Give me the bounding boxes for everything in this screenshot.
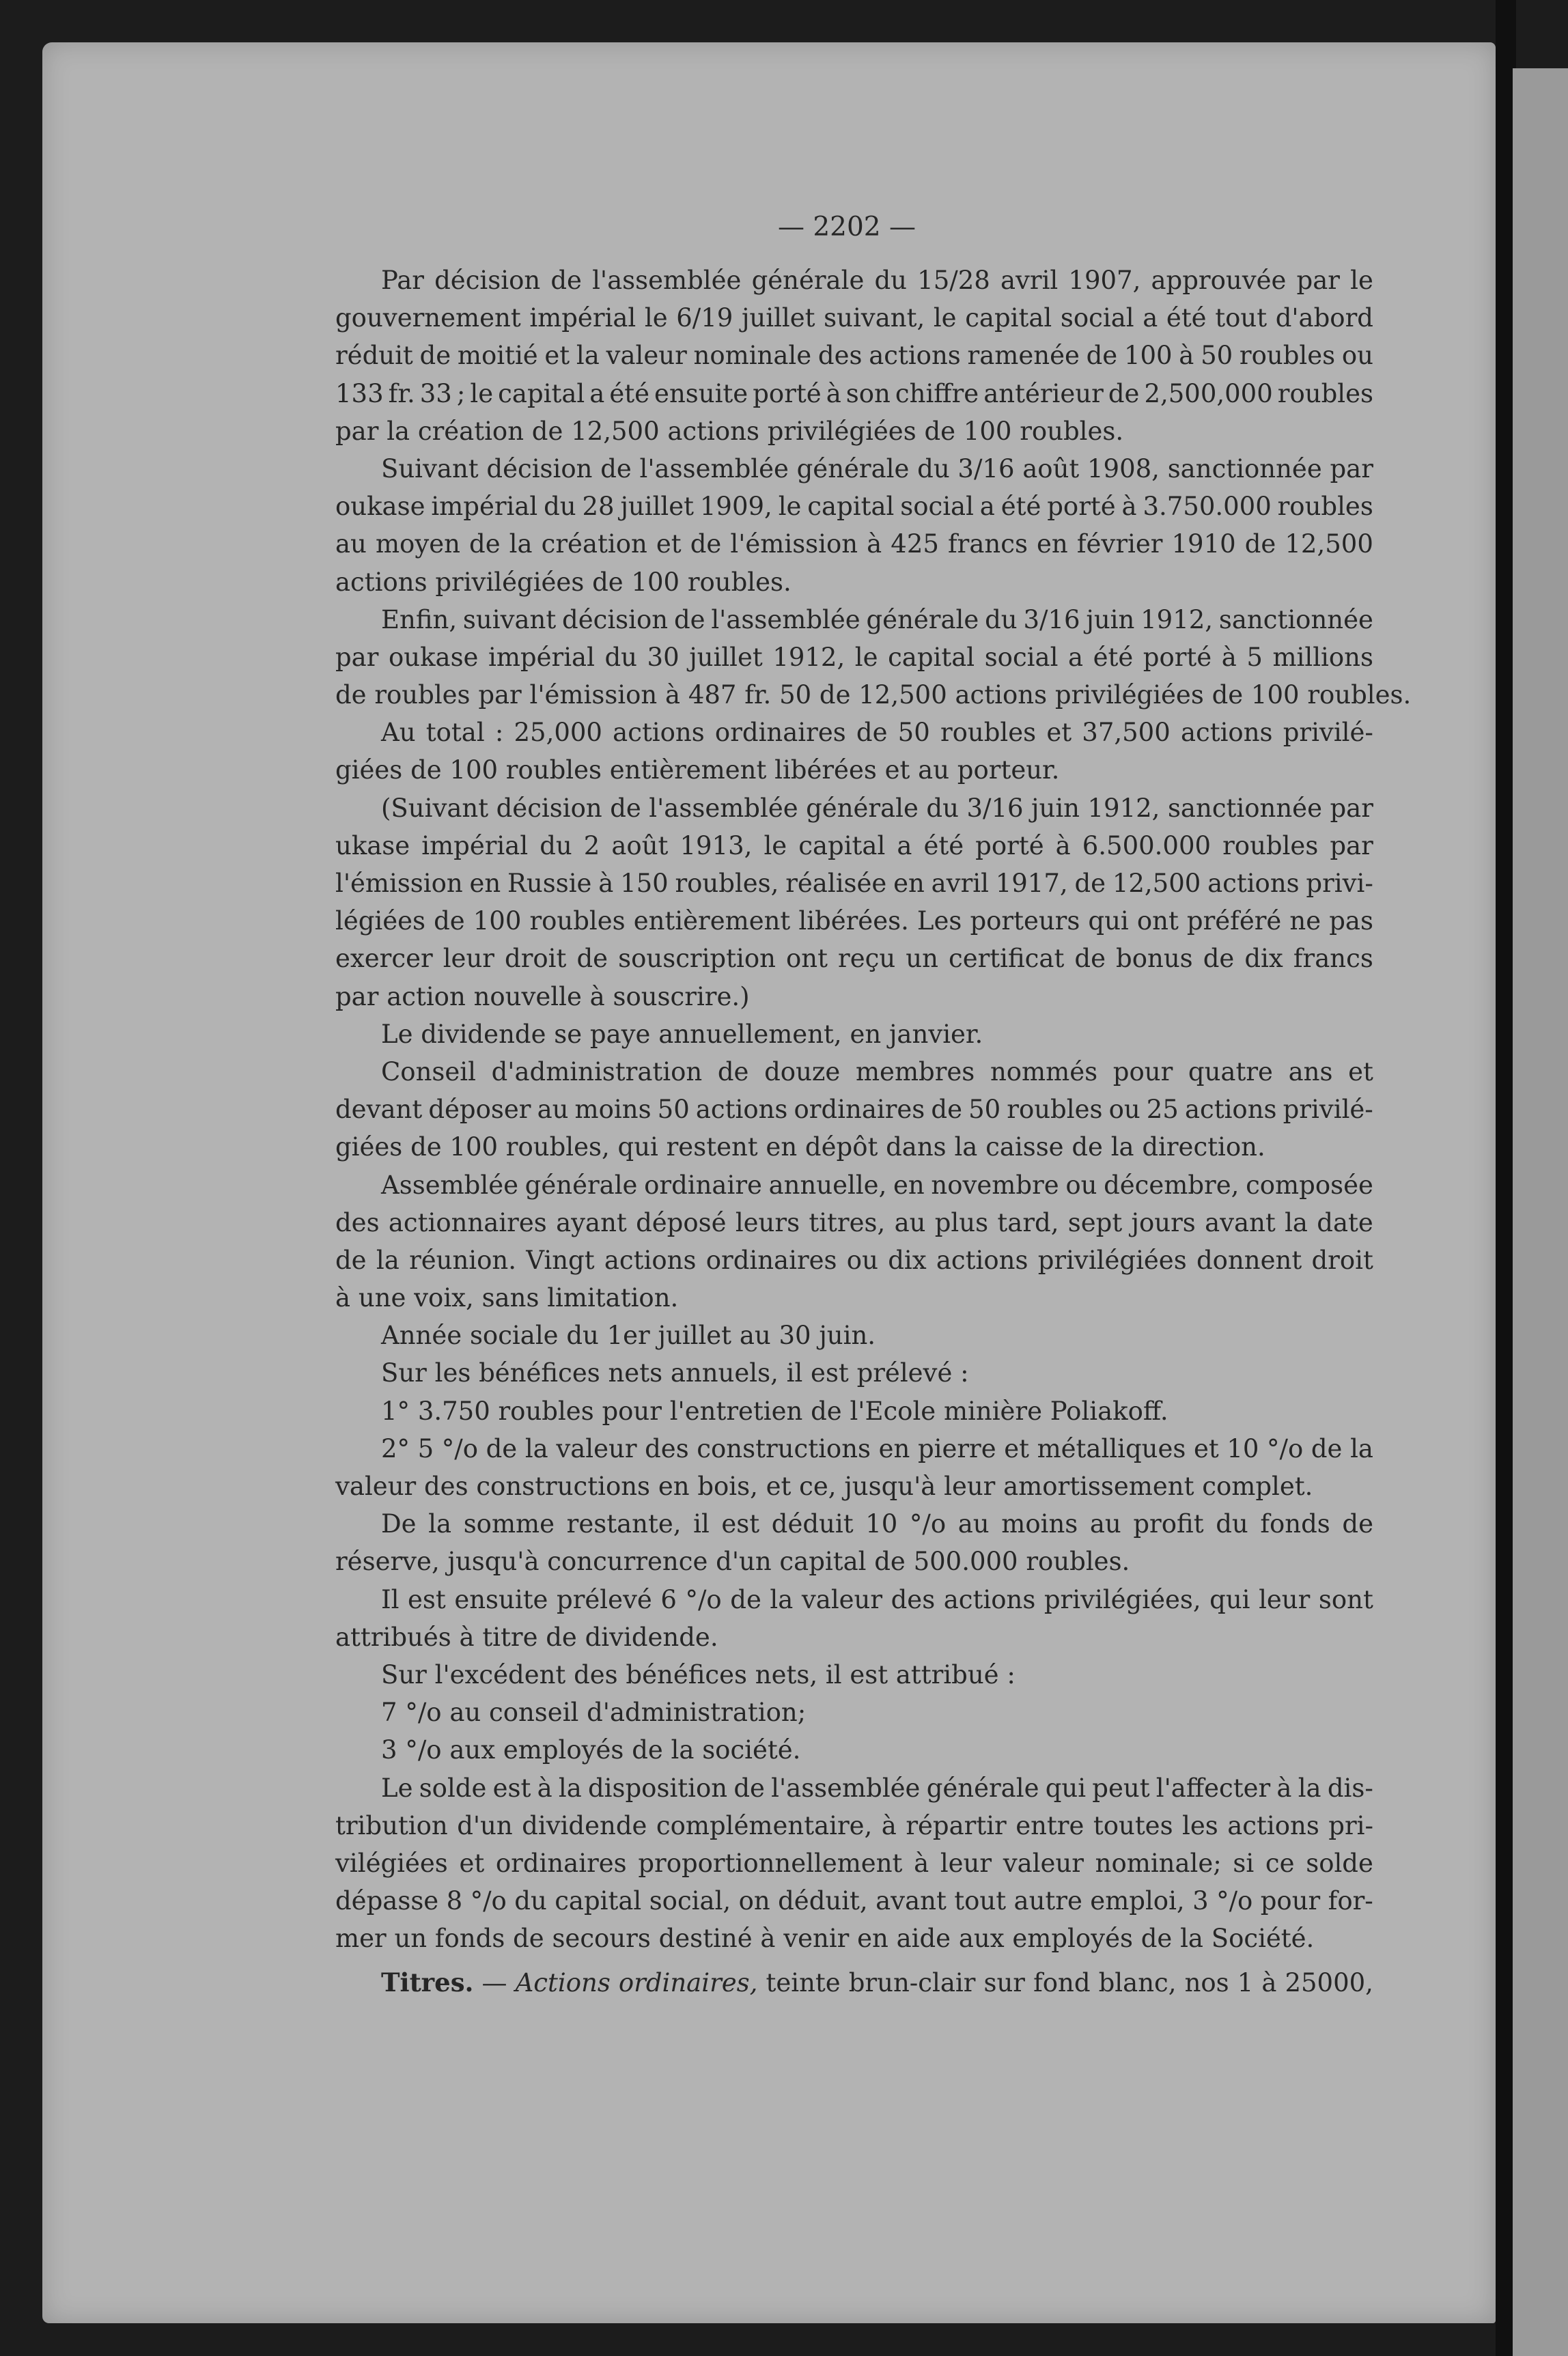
body-text bbox=[335, 262, 1412, 2002]
text-line: vilégiées et ordinaires proportionnellement à leur valeur nominale; si ce solde bbox=[335, 1848, 1373, 1878]
text-line: des actionnaires ayant déposé leurs titres, au plus tard, sept jours avant la date bbox=[335, 1207, 1373, 1237]
page-number: — 2202 — bbox=[777, 212, 916, 242]
text-line: par action nouvelle à souscrire.) bbox=[335, 981, 750, 1011]
paragraph bbox=[335, 1166, 1373, 1317]
text-line: (Suivant décision de l'assemblée générale du 3/16 juin 1912, sanctionnée par bbox=[381, 793, 1373, 823]
text-line: Enfin, suivant décision de l'assemblée générale du 3/16 juin 1912, sanctionnée bbox=[381, 604, 1373, 634]
text-line: Sur l'excédent des bénéfices nets, il est attribué : bbox=[381, 1659, 1016, 1689]
text-line: De la somme restante, il est déduit 10 °/o au moins au profit du fonds de bbox=[381, 1509, 1373, 1539]
text-line: 133 fr. 33 ; le capital a été ensuite porté à son chiffre antérieur de 2,500,000 roubles bbox=[335, 378, 1373, 408]
text-line: Au total : 25,000 actions ordinaires de 50 roubles et 37,500 actions privilé- bbox=[381, 718, 1373, 748]
titres-line: Titres. — Actions ordinaires, teinte brun-clair sur fond blanc, nos 1 à 25000, bbox=[335, 1964, 1373, 2002]
text-line: Assemblée générale ordinaire annuelle, en novembre ou décembre, composée bbox=[381, 1170, 1373, 1200]
text-line: 3 °/o aux employés de la société. bbox=[381, 1735, 801, 1765]
paragraph bbox=[335, 450, 1373, 601]
titres-dash: — bbox=[481, 1968, 507, 1998]
text-line: Suivant décision de l'assemblée générale du 3/16 août 1908, sanctionnée par bbox=[381, 453, 1373, 483]
text-line: 2° 5 °/o de la valeur des constructions en pierre et métalliques et 10 °/o de la bbox=[381, 1433, 1373, 1463]
text-line: oukase impérial du 28 juillet 1909, le capital social a été porté à 3.750.000 roubles bbox=[335, 492, 1373, 522]
text-line: de roubles par l'émission à 487 fr. 50 de 12,500 actions privilégiées de 100 roubles. bbox=[335, 680, 1412, 710]
paragraph bbox=[335, 714, 1373, 789]
text-line: dépasse 8 °/o du capital social, on déduit, avant tout autre emploi, 3 °/o pour for- bbox=[335, 1886, 1373, 1916]
text-line: Sur les bénéfices nets annuels, il est prélevé : bbox=[381, 1358, 969, 1388]
paragraph bbox=[335, 601, 1412, 714]
text-line: à une voix, sans limitation. bbox=[335, 1283, 679, 1313]
text-line: de la réunion. Vingt actions ordinaires ou dix actions privilégiées donnent droit bbox=[335, 1245, 1373, 1275]
titres-label: Titres. bbox=[381, 1967, 474, 1998]
text-line: attribués à titre de dividende. bbox=[335, 1622, 718, 1652]
text-line: Conseil d'administration de douze membres nommés pour quatre ans et bbox=[381, 1056, 1373, 1086]
paragraph bbox=[335, 262, 1373, 450]
text-line: giées de 100 roubles, qui restent en dépôt dans la caisse de la direction. bbox=[335, 1132, 1265, 1162]
paragraph bbox=[335, 1731, 1373, 1769]
text-line: l'émission en Russie à 150 roubles, réalisée en avril 1917, de 12,500 actions privi- bbox=[335, 869, 1373, 898]
paragraph bbox=[335, 1354, 1373, 1392]
paragraph bbox=[335, 1656, 1373, 1694]
facing-page-edge bbox=[1513, 68, 1568, 2356]
text-line: Il est ensuite prélevé 6 °/o de la valeur des actions privilégiées, qui leur sont bbox=[381, 1584, 1373, 1614]
text-line: devant déposer au moins 50 actions ordinaires de 50 roubles ou 25 actions privilé- bbox=[335, 1095, 1373, 1125]
text-line: exercer leur droit de souscription ont reçu un certificat de bonus de dix francs bbox=[335, 944, 1373, 974]
text-line: 7 °/o au conseil d'administration; bbox=[381, 1698, 807, 1728]
text-line: par oukase impérial du 30 juillet 1912, le capital social a été porté à 5 millions bbox=[335, 642, 1373, 672]
text-line: réserve, jusqu'à concurrence d'un capital de 500.000 roubles. bbox=[335, 1547, 1130, 1577]
text-line: ukase impérial du 2 août 1913, le capital a été porté à 6.500.000 roubles par bbox=[335, 830, 1373, 860]
text-line: au moyen de la création et de l'émission à 425 francs en février 1910 de 12,500 bbox=[335, 529, 1373, 559]
text-line: gouvernement impérial le 6/19 juillet suivant, le capital social a été tout d'abord bbox=[335, 303, 1373, 333]
text-line: Par décision de l'assemblée générale du 15/28 avril 1907, approuvée par le bbox=[381, 266, 1373, 295]
paragraph bbox=[335, 1505, 1373, 1580]
text-line: Année sociale du 1er juillet au 30 juin. bbox=[381, 1321, 876, 1351]
paragraph bbox=[335, 1694, 1373, 1731]
text-line: actions privilégiées de 100 roubles. bbox=[335, 567, 792, 597]
text-line: réduit de moitié et la valeur nominale des actions ramenée de 100 à 50 roubles ou bbox=[335, 341, 1373, 371]
text-line: mer un fonds de secours destiné à venir en aide aux employés de la Société. bbox=[335, 1924, 1315, 1954]
paragraph bbox=[335, 1015, 1373, 1053]
paragraph bbox=[335, 1769, 1373, 1958]
text-line: valeur des constructions en bois, et ce, jusqu'à leur amortissement complet. bbox=[335, 1472, 1313, 1501]
text-line: Le solde est à la disposition de l'assemblée générale qui peut l'affecter à la dis- bbox=[381, 1773, 1373, 1803]
paragraph bbox=[335, 1581, 1373, 1656]
text-line: par la création de 12,500 actions privilégiées de 100 roubles. bbox=[335, 416, 1124, 446]
text-line: légiées de 100 roubles entièrement libérées. Les porteurs qui ont préféré ne pas bbox=[335, 906, 1373, 936]
paragraph bbox=[335, 789, 1373, 1015]
text-line: Le dividende se paye annuellement, en janvier. bbox=[381, 1019, 983, 1049]
text-line: giées de 100 roubles entièrement libérées et au porteur. bbox=[335, 755, 1060, 785]
paragraph bbox=[335, 1430, 1373, 1505]
paragraph bbox=[335, 1053, 1373, 1166]
paragraph bbox=[335, 1317, 1373, 1354]
text-line: 1° 3.750 roubles pour l'entretien de l'Ecole minière Poliakoff. bbox=[381, 1396, 1168, 1426]
paragraph bbox=[335, 1392, 1373, 1430]
text-line: tribution d'un dividende complémentaire, à répartir entre toutes les actions pri- bbox=[335, 1810, 1373, 1840]
